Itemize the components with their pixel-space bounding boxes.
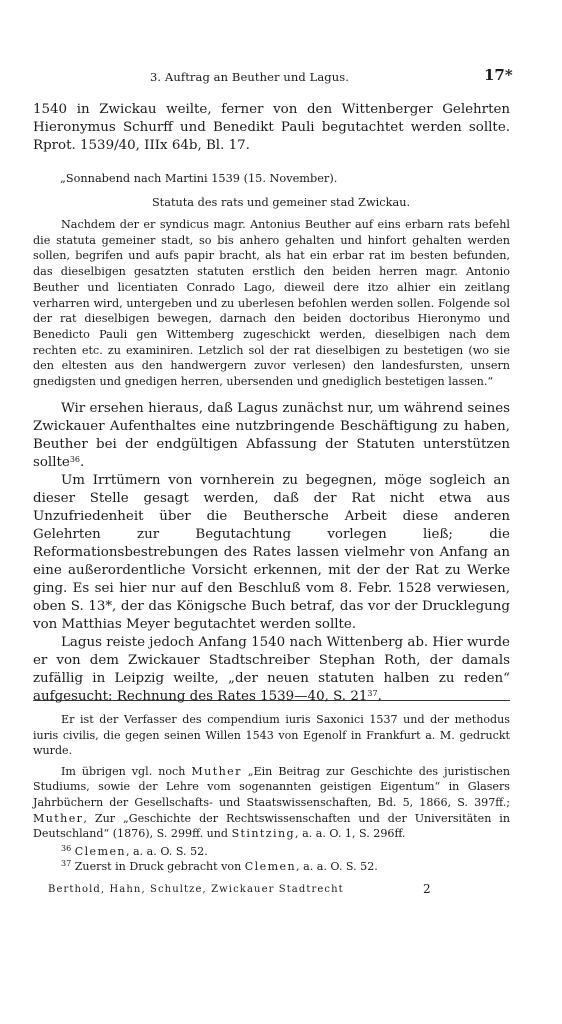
paragraph-3-end: . [377, 689, 382, 704]
author-clemen: Clemen [74, 844, 126, 858]
paragraph-1-end: . [80, 455, 85, 470]
footnote-ref-37: 37 [367, 689, 378, 698]
author-muther-2: Muther [33, 811, 84, 825]
footnote-37-number: 37 [61, 859, 72, 869]
page-number: 17* [484, 66, 513, 84]
paragraph-3 [33, 634, 510, 706]
footnote-36 [33, 844, 510, 860]
footnote-2-part-a: Im übrigen vgl. noch [61, 764, 192, 778]
footnote-37-text: , a. a. O. S. 52. [296, 860, 378, 874]
footnote-37 [33, 859, 510, 875]
signature-line: Berthold, Hahn, Schultze, Zwickauer Stadtrecht [48, 884, 344, 895]
quote-body [33, 217, 510, 390]
footnote-2-part-c: , Zur „Geschichte der Rechtswissenschaften und der Universitäten in Deutschland“ (1876), S. 299ff. und [33, 811, 510, 841]
footnote-1: Er ist der Verfasser des compendium iuris Saxonici 1537 und der methodus iuris civilis, die gegen seinen Willen 1543 von Egenolf in Frankfurt a. M. gedruckt wurde. [33, 713, 510, 758]
footnote-2-part-b: „Ein Beitrag zur Geschichte des juristischen Studiums, sowie der Lehre vom sogenannten geistigen Eigentum“ in Glasers Jahrbüchern der Gesellschafts- und Staatswissenschaften, Bd. 5, 1866, S. 397ff.; [33, 764, 510, 809]
footnote-2-part-d: , a. a. O. 1, S. 296ff. [295, 827, 406, 841]
intro-paragraph: 1540 in Zwickau weilte, ferner von den Wittenberger Gelehrten Hieronymus Schurff und Benedikt Pauli begutachtet werden sollte. Rprot. 1539/40, IIIx 64b, Bl. 17. [33, 102, 510, 153]
main-text [33, 400, 510, 706]
sheet-number: 2 [423, 882, 431, 896]
footnote-ref-36: 36 [69, 455, 80, 464]
paragraph-2: Um Irrtümern von vornherein zu begegnen, möge sogleich an dieser Stelle gesagt werden, daß der Rat nicht etwa aus Unzufriedenheit über die Beuthersche Arbeit diese anderen Gelehrten zur Begutachtung vorlegen ließ; die Reformationsbestrebungen des Rates lassen vielmehr von Anfang an eine außerordentliche Vorsicht erkennen, mit der der Rat zu Werke ging. Es sei hier nur auf den Beschluß vom 8. Febr. 1528 verwiesen, oben S. 13*, der das Königsche Buch betraf, das vor der Drucklegung von Matthias Meyer begutachtet werden sollte. [33, 473, 510, 632]
footnote-36-text: , a. a. O. S. 52. [125, 844, 208, 858]
footnote-36-number: 36 [61, 843, 72, 853]
author-muther: Muther [191, 764, 242, 778]
author-clemen-2: Clemen [244, 860, 297, 874]
running-head: 3. Auftrag an Beuther und Lagus. [150, 70, 350, 84]
footnote-divider [33, 700, 510, 701]
paragraph-3-text: Lagus reiste jedoch Anfang 1540 nach Wittenberg ab. Hier wurde er von dem Zwickauer Stadtschreiber Stephan Roth, der damals zufällig in Leipzig weilte, „der neuen statuten halben zu reden“ aufgesucht: Rechnung des Rates 1539—40, S. 21 [33, 635, 510, 704]
author-stintzing: Stintzing [231, 827, 296, 841]
quote-opening-line: „Sonnabend nach Martini 1539 (15. November). [60, 172, 338, 185]
paragraph-1-text: Wir ersehen hieraus, daß Lagus zunächst nur, um während seines Zwickauer Aufenthaltes eine nutzbringende Beschäftigung zu haben, Beuther bei der endgültigen Abfassung der Statuten unterstützen sollte [33, 401, 510, 470]
quote-title: Statuta des rats und gemeiner stad Zwickau. [151, 196, 411, 209]
footnotes [33, 712, 510, 875]
footnote-2 [33, 764, 510, 842]
quote-body-text: Nachdem der er syndicus magr. Antonius Beuther auf eins erbarn rats befehl die statuta gemeiner stadt, so bis anhero gehalten und hinfort gehalten werden sollen, begrifen und aufs papir bracht, als hat ein erbar rat im besten befunden, das dieselbigen gesatzten statuten erstlich den beiden herren magr. Antonio Beuther und licentiaten Conrado Lago, dieweil dere itzo alhier ein zeitlang verharren wird, untergeben und zu uberlesen befohlen werden sollen. Folgende sol der rat dieselbigen bewegen, darnach den beiden doctoribus Hieronymo und Benedicto Pauli gen Wittemberg zugeschickt werden, dieselbigen nach dem rechten etc. zu examiniren. Letzlich sol der rat dieselbigen zu bestetigen (wo sie den eltesten aus den handwergern zuvor verlesen) den landesfursten, unsern gnedigsten und gnedigen herren, ubersenden und gnediglich bestetigen lassen.“ [33, 218, 510, 389]
paragraph-1 [33, 400, 510, 472]
footnote-37-part-a: Zuerst in Druck gebracht von [74, 860, 245, 874]
